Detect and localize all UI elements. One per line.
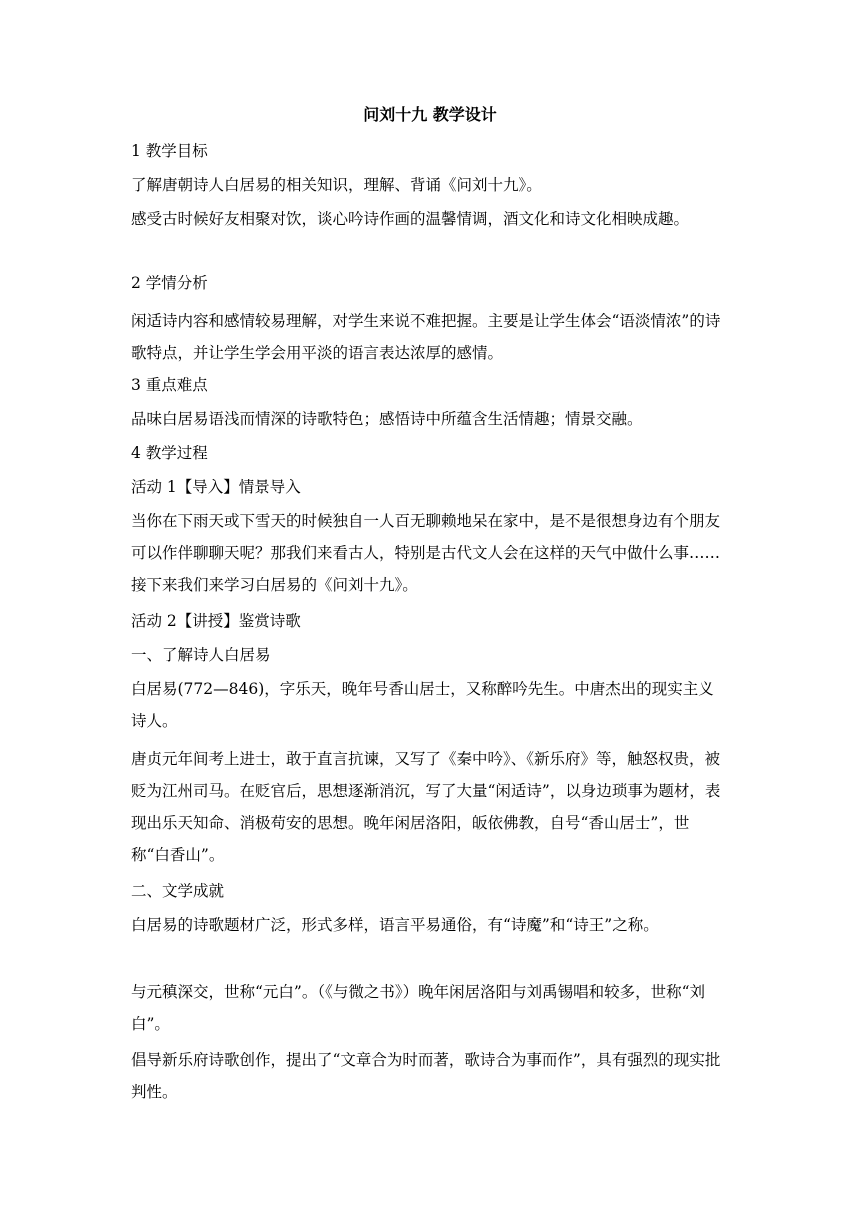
activity-heading: 活动 2【讲授】鉴赏诗歌 <box>131 612 301 630</box>
paragraph: 感受古时候好友相聚对饮，谈心吟诗作画的温馨情调，酒文化和诗文化相映成趣。 <box>131 210 690 228</box>
document-title: 问刘十九 教学设计 <box>363 105 497 124</box>
section-heading-process: 4 教学过程 <box>131 444 208 462</box>
paragraph: 白居易(772—846)，字乐天，晚年号香山居士，又称醉吟先生。中唐杰出的现实主义诗人。 <box>131 680 714 730</box>
paragraph: 唐贞元年间考上进士，敢于直言抗谏，又写了《秦中吟》、《新乐府》等，触怒权贵，被贬为江州司马。在贬官后，思想逐渐消沉，写了大量“闲适诗”，以身边琐事为题材，表现出乐天知命、消极苟安的思想。晚年闲居洛阳，皈依佛教，自号“香山居士”，世称“白香山”。 <box>131 750 721 864</box>
paragraph: 品味白居易语浅而情深的诗歌特色；感悟诗中所蕴含生活情趣；情景交融。 <box>131 410 643 428</box>
paragraph: 闲适诗内容和感情较易理解，对学生来说不难把握。主要是让学生体会“语淡情浓”的诗歌特点，并让学生学会用平淡的语言表达浓厚的感情。 <box>131 312 721 362</box>
activity-heading: 活动 1【导入】情景导入 <box>131 478 301 496</box>
subsection-heading: 二、文学成就 <box>131 882 225 900</box>
section-heading-objectives: 1 教学目标 <box>131 142 208 160</box>
paragraph: 当你在下雨天或下雪天的时候独自一人百无聊赖地呆在家中，是不是很想身边有个朋友可以作伴聊聊天呢？那我们来看古人，特别是古代文人会在这样的天气中做什么事……接下来我们来学习白居易的《问刘十九》。 <box>131 512 721 594</box>
section-heading-key-points: 3 重点难点 <box>131 376 208 394</box>
paragraph: 与元稹深交，世称“元白”。（《与微之书》）晚年闲居洛阳与刘禹锡唱和较多，世称“刘白”。 <box>131 983 706 1033</box>
subsection-heading: 一、了解诗人白居易 <box>131 646 271 664</box>
paragraph: 白居易的诗歌题材广泛，形式多样，语言平易通俗，有“诗魔”和“诗王”之称。 <box>131 916 659 934</box>
section-heading-analysis: 2 学情分析 <box>131 274 208 292</box>
paragraph: 倡导新乐府诗歌创作，提出了“文章合为时而著，歌诗合为事而作”，具有强烈的现实批判性。 <box>131 1051 721 1101</box>
paragraph: 了解唐朝诗人白居易的相关知识，理解、背诵《问刘十九》。 <box>131 176 542 194</box>
